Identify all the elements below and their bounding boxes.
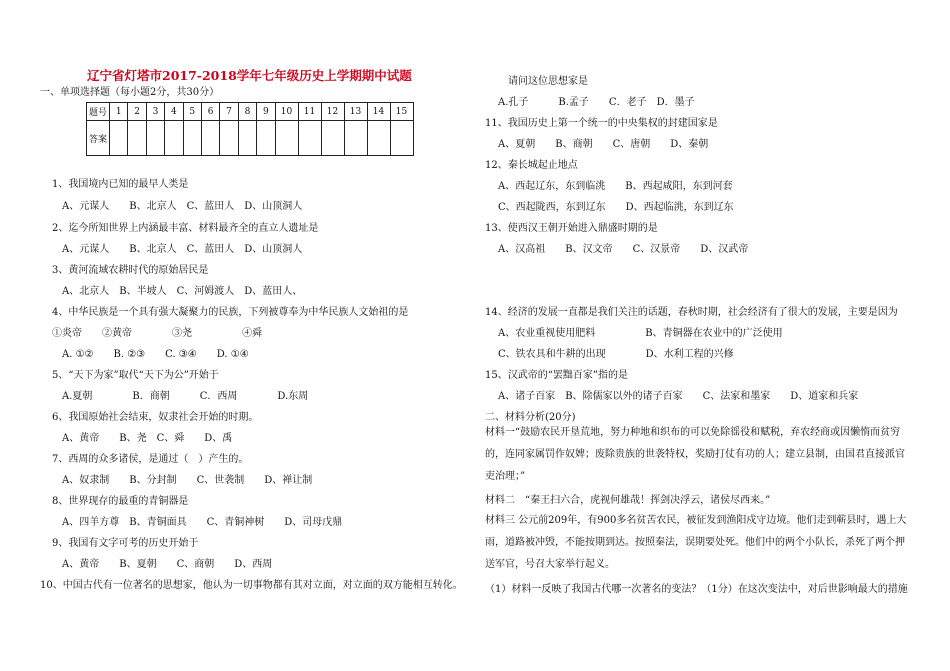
answer-cell[interactable] [165,121,183,156]
question-14-options-a: A、农业重视使用肥料 B、青铜器在农业中的广泛使用 [498,328,783,339]
question-12-options-a: A、西起辽东，东到临洮 B、西起咸阳，东到河套 [498,181,733,192]
question-13-options: A、汉高祖 B、汉文帝 C、汉景帝 D、汉武帝 [498,244,749,255]
table-cell: 9 [257,103,275,121]
section1-header: 一、单项选择题（每小题2分，共30分） [40,87,220,98]
question-9: 9、我国有文字可考的历史开始于 [52,538,199,549]
answer-cell[interactable] [201,121,219,156]
question-14: 14、经济的发展一直都是我们关注的话题，春秋时期，社会经济有了很大的发展，主要是因为 [485,307,898,318]
answer-cell[interactable] [220,121,238,156]
answer-cell[interactable] [321,121,344,156]
question-10-options: A.孔子 B.孟子 C．老子 D．墨子 [498,97,695,108]
answer-cell[interactable] [344,121,367,156]
section2-header: 二、材料分析(20分) [485,412,576,423]
table-cell: 15 [390,103,413,121]
table-cell: 6 [201,103,219,121]
table-cell: 7 [220,103,238,121]
question-1-options: A、元谋人 B、北京人 C、蓝田人 D、山顶洞人 [62,201,303,212]
table-cell: 10 [275,103,298,121]
table-cell: 5 [183,103,201,121]
answer-cell[interactable] [128,121,146,156]
sub-question-1: （1）材料一反映了我国古代哪一次著名的变法？（1分）在这次变法中，对后世影响最大的措施 [485,584,908,595]
exam-title: 辽宁省灯塔市2017-2018学年七年级历史上学期期中试题 [87,68,412,83]
question-4-options: A. ①② B. ②③ C. ③④ D. ①④ [62,349,249,360]
question-12-options-b: C、西起陇西，东到辽东 D、西起临洮，东到辽东 [498,202,734,213]
table-cell: 4 [165,103,183,121]
question-13: 13、使西汉王朝开始进入鼎盛时期的是 [485,223,658,234]
question-6: 6、我国原始社会结束，奴隶社会开始的时期。 [52,412,259,423]
question-4: 4、中华民族是一个具有强大凝聚力的民族，下列被尊奉为中华民族人文始祖的是 [52,307,409,318]
answer-cell[interactable] [257,121,275,156]
table-cell: 2 [128,103,146,121]
question-10-continued: 请问这位思想家是 [508,76,588,87]
answer-cell[interactable] [238,121,256,156]
question-10: 10、中国古代有一位著名的思想家，他认为一切事物都有其对立面，对立面的双方能相互转化。 [40,580,463,591]
answer-table [86,102,414,156]
question-3-options: A、北京人 B、半坡人 C、河姆渡人 D、蓝田人、 [62,286,303,297]
question-14-options-b: C、铁农具和牛耕的出现 D、水利工程的兴修 [498,349,734,360]
table-cell: 1 [110,103,128,121]
table-row [87,121,414,156]
material-2: 材料二 “秦王扫六合，虎视何雄哉！挥剑决浮云，诸侯尽西来。” [485,495,771,506]
question-6-options: A、黄帝 B、尧 C、舜 D、禹 [62,433,233,444]
row-label-number: 题号 [87,103,110,121]
answer-cell[interactable] [298,121,321,156]
question-8-options: A、四羊方尊 B、青铜面具 C、青铜神树 D、司母戊鼎 [62,517,343,528]
question-11-options: A、夏朝 B、商朝 C、唐朝 D、秦朝 [498,139,709,150]
question-3: 3、黄河流域农耕时代的原始居民是 [52,265,209,276]
question-1: 1、我国境内已知的最早人类是 [52,179,189,190]
answer-cell[interactable] [110,121,128,156]
question-5: 5、“天下为家”取代“天下为公”开始于 [52,370,219,381]
question-7: 7、西周的众多诸侯，是通过（ ）产生的。 [52,454,249,465]
answer-cell[interactable] [367,121,390,156]
question-15: 15、汉武帝的“罢黜百家”指的是 [485,370,628,381]
table-cell: 8 [238,103,256,121]
answer-cell[interactable] [390,121,413,156]
table-cell: 14 [367,103,390,121]
table-cell: 11 [298,103,321,121]
question-11: 11、我国历史上第一个统一的中央集权的封建国家是 [485,118,718,129]
question-8: 8、世界现存的最重的青铜器是 [52,496,189,507]
answer-cell[interactable] [146,121,164,156]
question-2-options: A、元谋人 B、北京人 C、蓝田人 D、山顶洞人 [62,244,303,255]
material-1: 材料一“鼓励农民开垦荒地，努力种地和织布的可以免除徭役和赋税，弃农经商或因懒惰而贫穷的，连同家属罚作奴婢；废除贵族的世袭特权，奖励打仗有功的人；建立县制，由国君直接派官吏治理；” [485,427,905,482]
question-4-items: ①炎帝 ②黄帝 ③尧 ④舜 [52,328,262,339]
answer-cell[interactable] [183,121,201,156]
answer-cell[interactable] [275,121,298,156]
question-2: 2、迄今所知世界上内涵最丰富、材料最齐全的直立人遗址是 [52,223,319,234]
row-label-answer: 答案 [87,121,110,156]
table-row [87,103,414,121]
table-cell: 3 [146,103,164,121]
question-15-options: A、诸子百家 B、除儒家以外的诸子百家 C、法家和墨家 D、道家和兵家 [498,391,859,402]
table-cell: 13 [344,103,367,121]
question-5-options: A.夏朝 B．商朝 C．西周 D.东周 [62,391,309,402]
question-12: 12、秦长城起止地点 [485,160,578,171]
material-3: 材料三 公元前209年，有900多名贫苦农民，被征发到渔阳戍守边境。他们走到蕲县时，遇上大雨，道路被冲毁，不能按期到达。按照秦法，误期要处死。他们中的两个小队长，杀死了两个押送军官，号召大家举行起义。 [485,515,907,570]
table-cell: 12 [321,103,344,121]
question-9-options: A、黄帝 B、夏朝 C、商朝 D、西周 [62,559,273,570]
question-7-options: A、奴隶制 B、分封制 C、世袭制 D、禅让制 [62,475,313,486]
